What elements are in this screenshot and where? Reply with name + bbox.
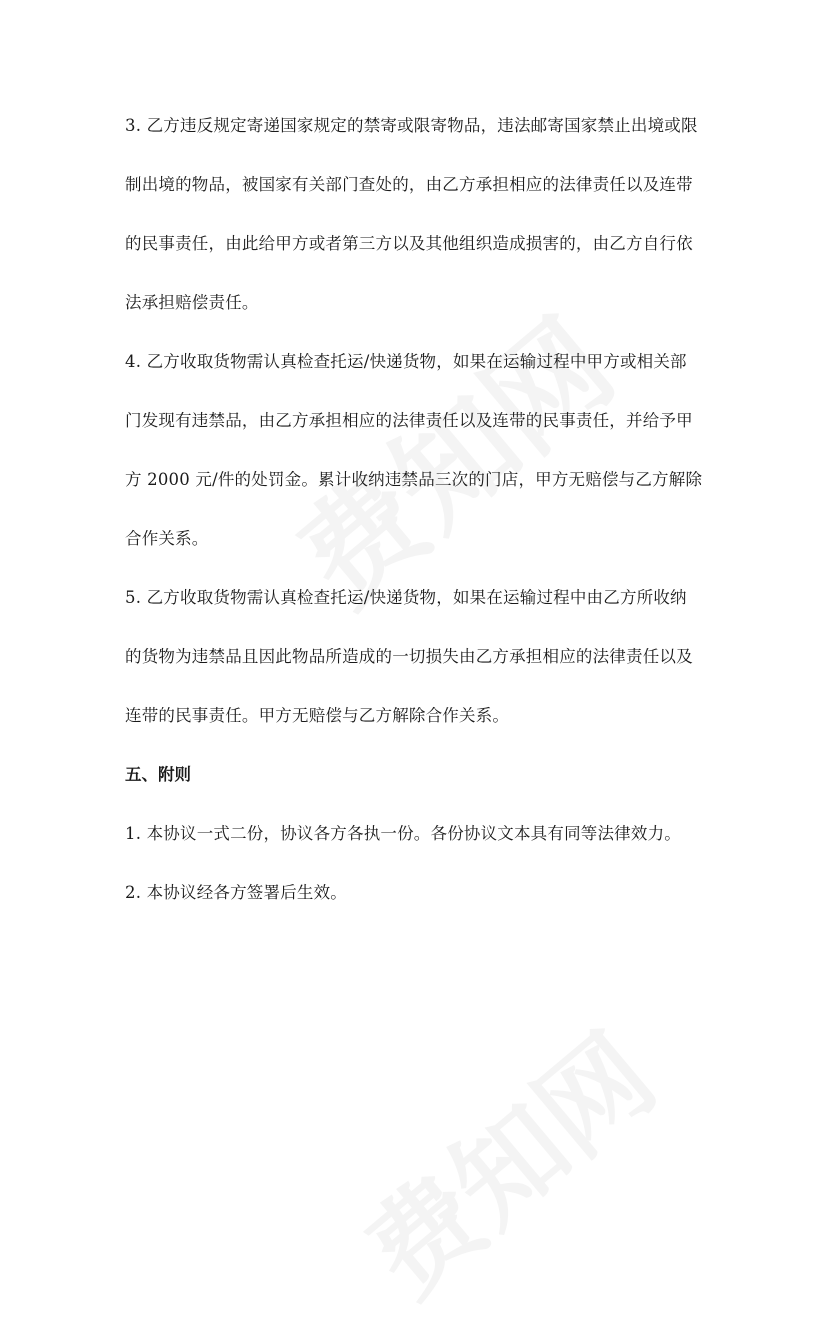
appendix-clause-1-line: 1. 本协议一式二份，协议各方各执一份。各份协议文本具有同等法律效力。	[125, 824, 681, 843]
clause-5	[125, 568, 705, 745]
clause-5-line: 的货物为违禁品且因此物品所造成的一切损失由乙方承担相应的法律责任以及	[125, 647, 693, 666]
clause-3-line: 3. 乙方违反规定寄递国家规定的禁寄或限寄物品，违法邮寄国家禁止出境或限	[125, 116, 698, 135]
clause-4	[125, 332, 705, 568]
appendix-clause-1	[125, 804, 705, 863]
clause-3-line: 制出境的物品，被国家有关部门查处的，由乙方承担相应的法律责任以及连带	[125, 175, 693, 194]
appendix-clause-2	[125, 863, 705, 922]
clause-3-line: 法承担赔偿责任。	[125, 293, 259, 312]
clause-4-line: 方 2000 元/件的处罚金。累计收纳违禁品三次的门店，甲方无赔偿与乙方解除	[125, 470, 703, 489]
clause-4-line: 合作关系。	[125, 529, 209, 548]
clause-5-line: 连带的民事责任。甲方无赔偿与乙方解除合作关系。	[125, 706, 510, 725]
clause-3-line: 的民事责任，由此给甲方或者第三方以及其他组织造成损害的，由乙方自行依	[125, 234, 693, 253]
section-heading: 五、附则	[125, 765, 191, 784]
clause-5-line: 5. 乙方收取货物需认真检查托运/快递货物，如果在运输过程中由乙方所收纳	[125, 588, 687, 607]
document-body	[125, 96, 705, 922]
clause-3	[125, 96, 705, 332]
clause-4-line: 门发现有违禁品，由乙方承担相应的法律责任以及连带的民事责任，并给予甲	[125, 411, 693, 430]
clause-4-line: 4. 乙方收取货物需认真检查托运/快递货物，如果在运输过程中甲方或相关部	[125, 352, 687, 371]
appendix-clause-2-line: 2. 本协议经各方签署后生效。	[125, 883, 347, 902]
watermark	[328, 992, 682, 1325]
